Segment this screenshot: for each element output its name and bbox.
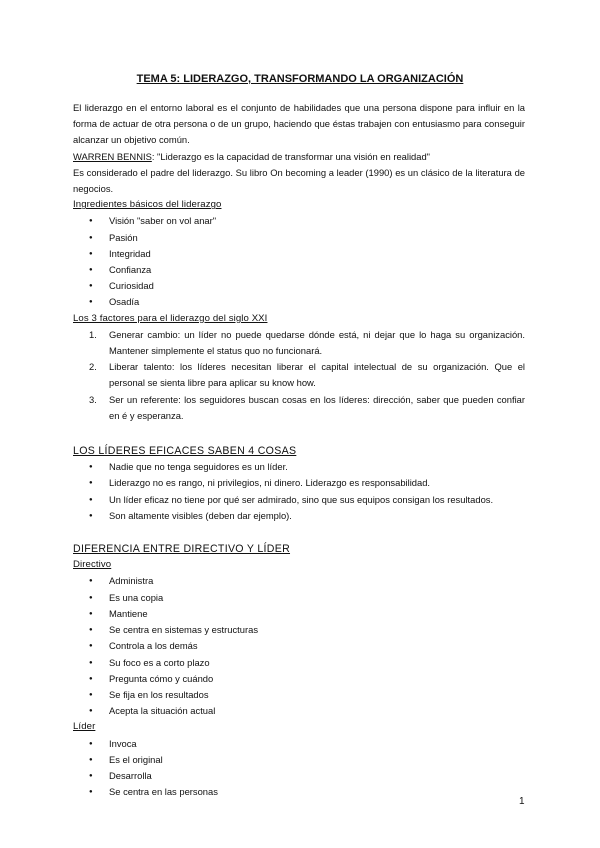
list-item: ● Administra [73, 573, 525, 589]
directivo-list [73, 573, 525, 719]
list-number: 2. [89, 361, 97, 373]
list-item: ● Se centra en sistemas y estructuras [73, 622, 525, 638]
list-item: ● Es una copia [73, 590, 525, 606]
list-item: ● Osadía [73, 294, 525, 310]
factors-list [73, 327, 525, 424]
ingredients-list [73, 213, 525, 310]
list-item: ● Curiosidad [73, 278, 525, 294]
spacer [73, 524, 525, 541]
list-item: ● Es el original [73, 752, 525, 768]
list-number: 1. [89, 328, 97, 340]
list-item: ● Un líder eficaz no tiene por qué ser admirado, sino que sus equipos consigan los resultados. [73, 492, 525, 508]
list-item: ● Desarrolla [73, 768, 525, 784]
page-title: TEMA 5: LIDERAZGO, TRANSFORMANDO LA ORGANIZACIÓN [136, 73, 464, 85]
bennis-description: Es considerado el padre del liderazgo. Su libro On becoming a leader (1990) es un clásico de la literatura de negocios. [73, 166, 525, 195]
list-item: ● Visión "saber on vol anar" [73, 213, 525, 229]
list-item-text: Liberar talento: los líderes necesitan liberar el capital intelectual de su organización. Que el personal se sienta libre para aplicar su know how. [109, 361, 525, 389]
bennis-quote: : "Liderazgo es la capacidad de transformar una visión en realidad" [151, 150, 431, 162]
list-item: ● Pasión [73, 230, 525, 246]
list-item: ● Controla a los demás [73, 638, 525, 654]
list-item [73, 359, 525, 391]
list-item: ● Integridad [73, 246, 525, 262]
list-item [73, 327, 525, 359]
bennis-quote-line [73, 149, 525, 165]
bennis-name: WARREN BENNIS [73, 150, 152, 162]
difference-heading: DIFERENCIA ENTRE DIRECTIVO Y LÍDER [73, 543, 291, 556]
list-item: ● Mantiene [73, 606, 525, 622]
list-item: ● Liderazgo no es rango, ni privilegios, ni dinero. Liderazgo es responsabilidad. [73, 475, 525, 491]
directivo-heading: Directivo [73, 559, 112, 571]
effective-leaders-heading: LOS LÍDERES EFICACES SABEN 4 COSAS [73, 445, 297, 458]
list-item: ● Pregunta cómo y cuándo [73, 671, 525, 687]
lider-list [73, 736, 525, 801]
lider-heading: Líder [73, 721, 96, 733]
factors-heading: Los 3 factores para el liderazgo del siglo XXI [73, 312, 268, 324]
intro-paragraph: El liderazgo en el entorno laboral es el conjunto de habilidades que una persona dispone para influir en la forma de actuar de otra persona o de un grupo, haciendo que éstas trabajen con entusiasmo para conseguir alcanzar un objetivo común. [73, 102, 525, 146]
list-item: ● Son altamente visibles (deben dar ejemplo). [73, 508, 525, 524]
effective-leaders-list [73, 459, 525, 524]
document-body [73, 100, 525, 800]
list-item [73, 392, 525, 424]
list-item-text: Generar cambio: un líder no puede quedarse dónde está, ni dejar que lo haga su organización. Mantener simplemente el status quo no funcionará. [109, 328, 525, 357]
list-item: ● Invoca [73, 736, 525, 752]
spacer [73, 424, 525, 443]
list-item: ● Nadie que no tenga seguidores es un líder. [73, 459, 525, 475]
list-item: ● Se centra en las personas [73, 784, 525, 800]
list-item: ● Su foco es a corto plazo [73, 655, 525, 671]
list-item: ● Confianza [73, 262, 525, 278]
list-number: 3. [89, 393, 97, 405]
list-item: ● Acepta la situación actual [73, 703, 525, 719]
page-number: 1 [519, 796, 525, 807]
list-item-text: Ser un referente: los seguidores buscan cosas en los líderes: dirección, saber que pueden confiar en é y esperanza. [109, 393, 525, 421]
list-item: ● Se fija en los resultados [73, 687, 525, 703]
ingredients-heading: Ingredientes básicos del liderazgo [73, 199, 222, 211]
